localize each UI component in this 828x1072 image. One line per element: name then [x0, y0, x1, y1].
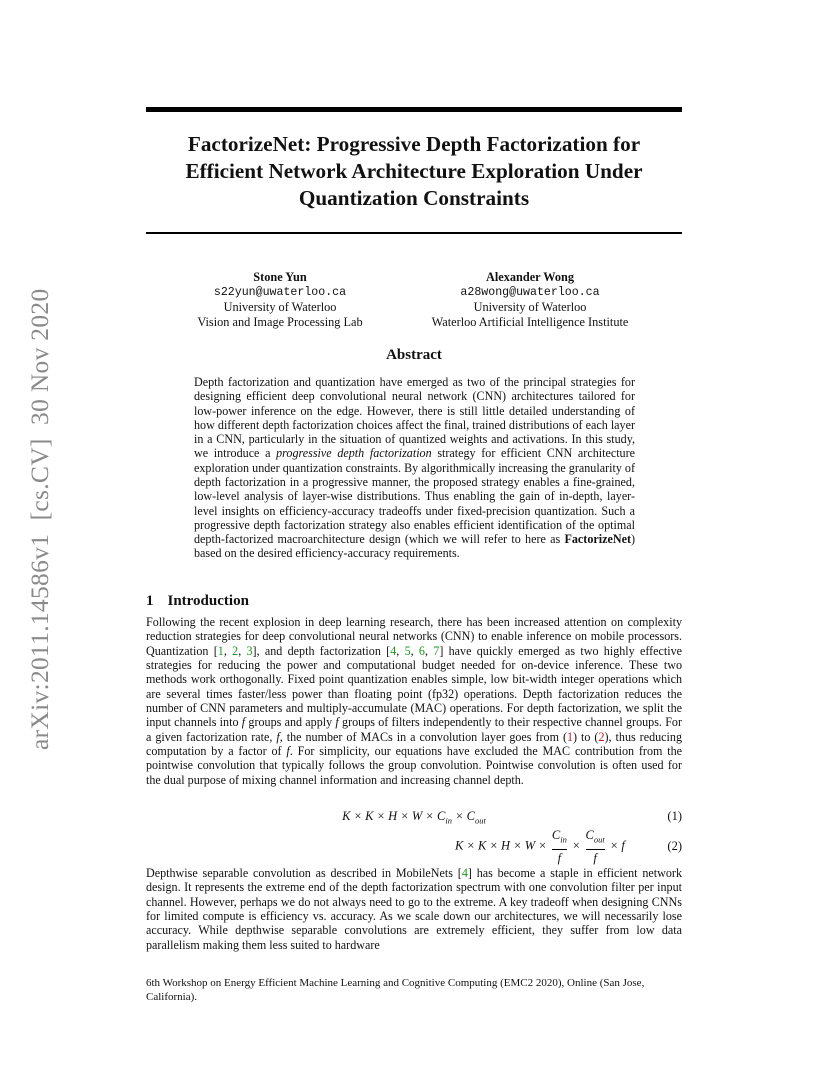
intro-paragraph-1: Following the recent explosion in deep learning research, there has been increased attention on complexity reduction strategies for deep convolutional neural networks (CNN) to enable inference on mobile processors. Quantization [1, 2, 3], and depth factorization [4, 5, 6, 7] have quickly emerged as two highly effective strategies for reducing the power and computational budget needed for on-device inference. These two methods work orthogonally. Fixed point quantization enables simple, low bit-width integer operations which are several times faster/less power than floating point (fp32) operations. Depth factorization reduces the number of CNN parameters and multiply-accumulate (MAC) operations. For depth factorization, we split the input channels into f groups and apply f groups of filters independently to their respective channel groups. For a given factorization rate, f, the number of MACs in a convolution layer goes from (1) to (2), thus reducing computation by a factor of f. For simplicity, our equations have excluded the MAC contribution from the pointwise convolution that typically follows the group convolution. Pointwise convolution is often used for the dual purpose of mixing channel information and increasing channel depth.	[146, 615, 683, 787]
equation-1-math	[146, 809, 682, 826]
equation-ref-link[interactable]: 2	[598, 729, 605, 744]
eq-operator: ×	[571, 838, 581, 853]
math-symbol: f	[335, 715, 339, 730]
fraction-bar	[552, 849, 567, 850]
body-text: , the number of MACs in a convolution layer goes from (	[279, 729, 567, 744]
frac-denominator: f	[557, 850, 562, 865]
title-line-3: Quantization Constraints	[298, 186, 530, 210]
fraction-cout	[586, 828, 605, 866]
paper-title	[146, 131, 682, 212]
equation-2	[146, 828, 682, 866]
body-text: groups of filters independently to their respective channel groups. For a given factorization rate,	[146, 715, 682, 744]
citation-link[interactable]: 5	[404, 643, 411, 658]
author-affiliation: University of Waterloo	[223, 300, 337, 314]
body-text: ] has become a staple in efficient network design. It represents the extreme end of the depth factorization spectrum with one convolution filter per input channel. However, perhaps we do not always need to go to the extreme. A key tradeoff when designing CNNs for limited compute is efficiency vs. accuracy. As we scale down our architectures, we will necessarily lose accuracy. While depthwise separable convolutions are extremely efficient, they suffer from low data parallelism making them less suited to hardware	[146, 866, 682, 952]
equation-ref-link[interactable]: 1	[567, 729, 574, 744]
eq-term: × f	[609, 838, 625, 853]
abstract-body	[194, 375, 635, 561]
citation-link[interactable]: 2	[232, 643, 239, 658]
equation-number: (1)	[667, 809, 682, 823]
body-text: ), thus reducing computation by a factor of	[146, 729, 682, 759]
author-name: Alexander Wong	[485, 270, 575, 284]
arxiv-stamp	[14, 280, 58, 750]
body-text: Following the recent explosion in deep learning research, there has been increased attention on complexity reduction strategies for deep convolutional neural networks (CNN) to enable inference on mobile processors. Quantization [	[146, 615, 682, 658]
eq-term: K × K × H × W × C	[342, 809, 446, 823]
citation-link[interactable]: 4	[390, 643, 397, 658]
abstract-text: Depth factorization and quantization have emerged as two of the principal strategies for designing efficient deep convolutional neural network (CNN) architectures tailored for low-power inference on the edge. However, there is still little detailed understanding of how different depth factorization choices affect the final, trained distributions of each layer in a CNN, particularly in the situation of quantized weights and activations. In this study, we introduce a	[194, 375, 635, 461]
author-block-wong	[412, 270, 648, 330]
abstract-heading: Abstract	[386, 347, 442, 363]
author-block-yun	[180, 270, 380, 330]
arxiv-stamp-text: arXiv:2011.14586v1 [cs.CV] 30 Nov 2020	[25, 288, 54, 750]
citation-link[interactable]: 4	[461, 866, 468, 880]
eq-subscript: in	[560, 834, 567, 845]
fraction-bar	[586, 849, 605, 850]
author-email: a28wong@uwaterloo.ca	[460, 286, 600, 299]
equation-1	[146, 809, 682, 827]
abstract-text: ) based on the desired efficiency-accuracy requirements.	[194, 532, 635, 561]
fraction-cin	[552, 828, 567, 866]
body-text: Depthwise separable convolution as described in MobileNets [	[146, 866, 462, 880]
author-lab: Vision and Image Processing Lab	[197, 315, 363, 329]
body-text: ], and depth factorization [	[252, 643, 391, 658]
body-text: ] have quickly emerged as two highly effective strategies for reducing the power and computational budget needed for on-device inference. These two methods work orthogonally. Fixed point quantization enables simple, low bit-width integer operations which are several times faster/less power than floating point (fp32) operations. Depth factorization reduces the number of CNN parameters and multiply-accumulate (MAC) operations. For depth factorization, we split the input channels into	[146, 643, 683, 730]
abstract-bold-name: FactorizeNet	[564, 532, 631, 547]
eq-subscript: out	[474, 815, 486, 826]
title-line-1: FactorizeNet: Progressive Depth Factorization for	[187, 132, 641, 156]
eq-subscript: out	[593, 834, 605, 845]
author-lab: Waterloo Artificial Intelligence Institute	[431, 315, 629, 329]
workshop-footnote: 6th Workshop on Energy Efficient Machine Learning and Cognitive Computing (EMC2 2020), Online (San Jose, California).	[146, 977, 645, 1003]
body-text: . For simplicity, our equations have excluded the MAC contribution from the pointwise convolution that typically follows the group convolution. Pointwise convolution is often used for the dual purpose of mixing channel information and increasing channel depth.	[146, 744, 683, 787]
math-symbol: f	[276, 729, 280, 744]
math-symbol: f	[286, 744, 290, 759]
abstract-text: strategy for efficient CNN architecture exploration under quantization constraints. By algorithmically increasing the granularity of depth factorization in a progressive manner, the proposed strategy enables a fine-grained, low-level analysis of layer-wise distributions. Thus enabling the gain of in-depth, layer-level insights on efficiency-accuracy tradeoffs under fixed-precision quantization. Such a progressive depth factorization strategy also enables efficient identification of the optimal depth-factorized macroarchitecture design (which we will refer to here as	[194, 446, 635, 547]
equation-2-math	[455, 828, 625, 866]
frac-numerator: C	[585, 828, 594, 842]
citation-link[interactable]: 7	[433, 643, 440, 658]
body-text: groups and apply	[245, 715, 336, 730]
title-top-rule	[146, 107, 682, 112]
eq-term: × C	[451, 809, 475, 823]
author-email: s22yun@uwaterloo.ca	[213, 286, 347, 299]
eq-subscript: in	[445, 815, 452, 826]
title-bottom-rule	[146, 232, 682, 234]
citation-link[interactable]: 1	[217, 643, 224, 658]
citation-link[interactable]: 3	[246, 643, 253, 658]
math-symbol: f	[241, 715, 246, 730]
citation-link[interactable]: 6	[418, 643, 425, 658]
frac-numerator: C	[551, 828, 561, 842]
author-affiliation: University of Waterloo	[473, 300, 587, 314]
frac-denominator: f	[593, 850, 597, 865]
section-heading-introduction	[146, 593, 249, 610]
intro-paragraph-2	[146, 866, 682, 952]
section-title: Introduction	[167, 593, 249, 609]
abstract-emphasis: progressive depth factorization	[276, 446, 432, 461]
eq-term: K × K × H × W ×	[455, 838, 550, 853]
body-text: ) to (	[573, 729, 599, 744]
section-number: 1	[146, 593, 154, 609]
equation-number: (2)	[667, 839, 682, 853]
author-name: Stone Yun	[253, 270, 307, 284]
title-line-2: Efficient Network Architecture Exploration Under	[185, 159, 643, 183]
